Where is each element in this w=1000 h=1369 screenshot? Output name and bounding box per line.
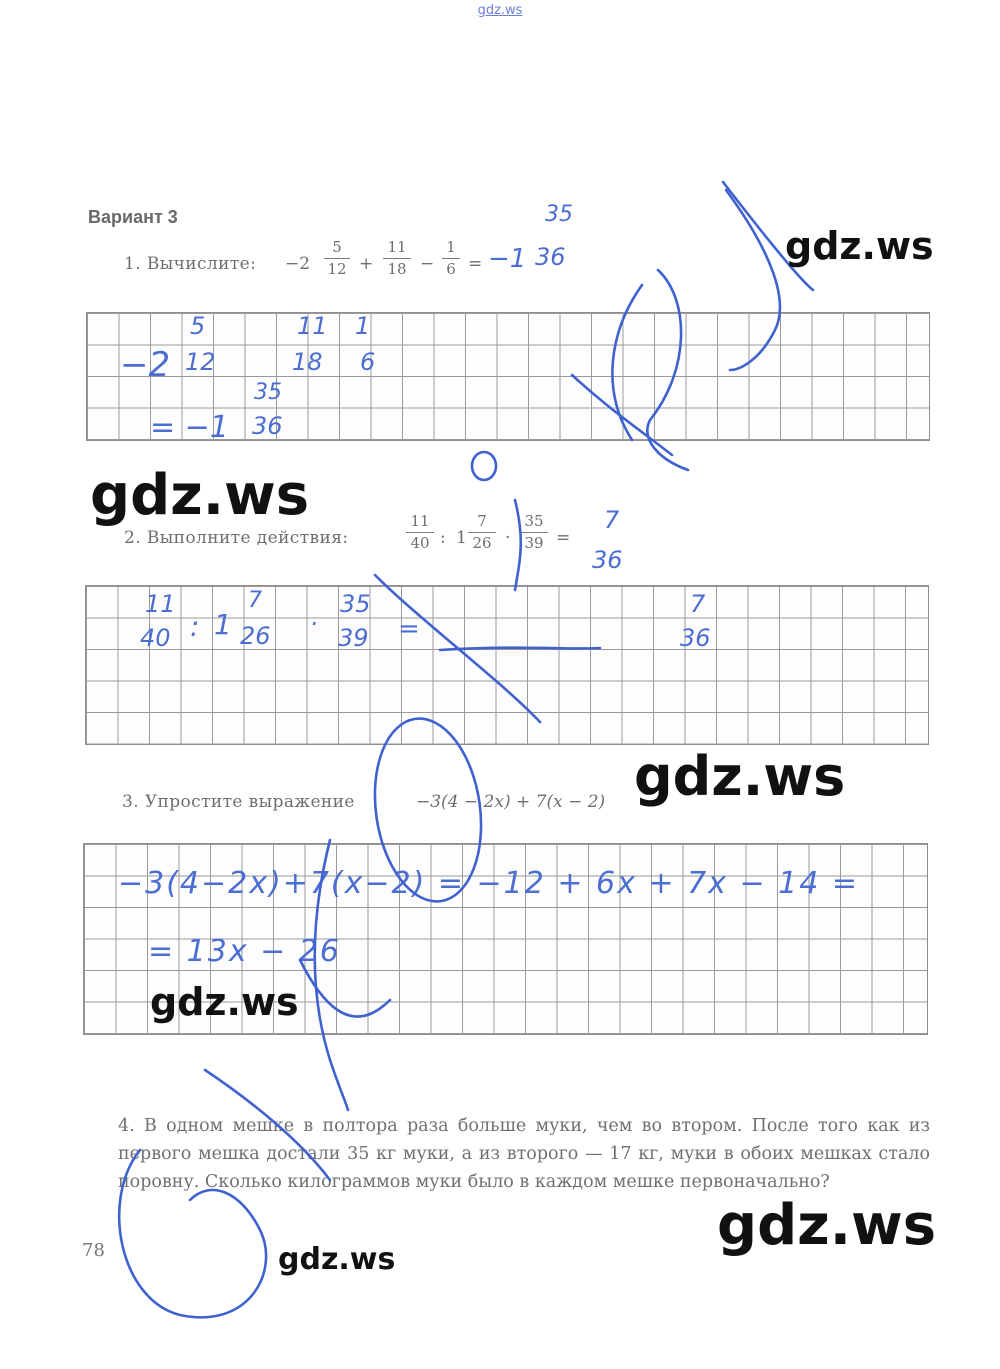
- task4-text: 4. В одном мешке в полтора раза больше муки, чем во втором. После того как из первого мешка достали 35 кг муки, а из второго — 17 кг, муки в обоих мешках стало поровну. Сколько килограммов муки было в каждом мешке первоначально?: [118, 1116, 930, 1192]
- scribble-stroke-8: [440, 648, 600, 650]
- task3-solution-line2: = 13x − 26: [148, 934, 341, 969]
- scribble-large-oval: [364, 712, 493, 909]
- scribble-stroke-9: [315, 840, 348, 1110]
- task2-frac-3-den: 39: [524, 534, 544, 552]
- task2-sol-ans-num: 7: [690, 590, 706, 618]
- task2-answer-den: 36: [592, 546, 623, 574]
- variant-heading: Вариант 3: [88, 207, 178, 227]
- task2-frac-3-num: 35: [524, 512, 544, 530]
- scribble-stroke-4: [572, 375, 672, 455]
- scribble-stroke-2: [726, 190, 780, 370]
- task1-frac-1-num: 5: [332, 238, 342, 256]
- task1-frac-3-den: 6: [446, 260, 456, 278]
- task1-label: 1. Вычислите:: [124, 254, 257, 274]
- task2-sol-ans-den: 36: [680, 624, 711, 652]
- task2-sol-int: 1: [214, 608, 232, 641]
- task1-int-part: −2: [285, 254, 311, 274]
- task2-sol-frac-1-den: 40: [140, 624, 171, 652]
- task1-frac-2-num: 11: [387, 238, 407, 256]
- watermark-5: gdz.ws: [717, 1193, 937, 1258]
- task3-label: 3. Упростите выражение: [122, 792, 355, 812]
- task2-sol-frac-2-num: 7: [248, 588, 262, 613]
- watermark-6: gdz.ws: [278, 1242, 396, 1277]
- task2-answer-num: 7: [604, 506, 620, 534]
- scribble-stroke-7: [515, 500, 521, 590]
- page-number: 78: [82, 1240, 105, 1261]
- task3-expression: −3(4 − 2x) + 7(x − 2): [416, 792, 606, 812]
- task1-sol-frac-3-num: 1: [355, 312, 371, 340]
- task2-sol-frac-2-den: 26: [240, 622, 271, 650]
- task1-sol-frac-1-den: 12: [185, 348, 216, 376]
- top-watermark-link: gdz.ws: [477, 3, 523, 18]
- watermark-1: gdz.ws: [785, 224, 934, 268]
- task2-op-mul: ·: [505, 528, 511, 548]
- task1-answer-whole: −1: [488, 244, 527, 274]
- scribble-stroke-5: [612, 285, 642, 440]
- scribble-loop-bottom: [119, 1150, 266, 1317]
- task1-sol-frac-2-num: 11: [297, 312, 328, 340]
- task1-op-minus: −: [420, 254, 435, 274]
- task1-sol-frac-2-den: 18: [292, 348, 323, 376]
- task2-sol-div: :: [190, 610, 200, 643]
- task1-frac-2-den: 18: [387, 260, 407, 278]
- task2-op-equals: =: [556, 528, 571, 548]
- watermark-2: gdz.ws: [90, 463, 310, 528]
- task1-solution-line1: −2: [120, 345, 171, 385]
- task1-sol-frac-3-den: 6: [360, 348, 376, 376]
- task2-frac-1-den: 40: [410, 534, 430, 552]
- task1-sol-frac-1-num: 5: [190, 312, 206, 340]
- task2-frac-2-num: 7: [477, 512, 487, 530]
- task1-sol-ans-den: 36: [252, 412, 283, 440]
- task2-label: 2. Выполните действия:: [124, 528, 349, 548]
- task3-solution-line1: −3(4−2x)+7(x−2) = −12 + 6x + 7x − 14 =: [118, 866, 859, 901]
- task1-frac-3-num: 1: [446, 238, 456, 256]
- task2-sol-mul: ·: [310, 610, 318, 638]
- task1-answer-den: 36: [535, 243, 566, 271]
- task2-sol-equals: =: [398, 614, 420, 644]
- scribble-stroke-10: [300, 960, 390, 1017]
- task2-sol-frac-1-num: 11: [145, 590, 176, 618]
- task2-frac-2-den: 26: [472, 534, 492, 552]
- task1-frac-1-den: 12: [327, 260, 347, 278]
- task1-solution-line2: = −1: [150, 410, 229, 445]
- task2-frac-1-num: 11: [410, 512, 430, 530]
- task1-answer-num: 35: [545, 202, 573, 227]
- task2-sol-frac-3-den: 39: [338, 624, 369, 652]
- watermark-4: gdz.ws: [150, 980, 299, 1024]
- task2-sol-frac-3-num: 35: [340, 590, 371, 618]
- task1-op-equals: =: [468, 254, 483, 274]
- task1-sol-ans-num: 35: [254, 380, 282, 405]
- task2-int-part: 1: [456, 528, 467, 548]
- scribble-small-circle: [472, 452, 496, 480]
- task2-op-div: :: [440, 528, 446, 548]
- task1-op-plus: +: [359, 254, 374, 274]
- watermark-3: gdz.ws: [634, 745, 846, 808]
- scribble-stroke-11: [205, 1070, 330, 1180]
